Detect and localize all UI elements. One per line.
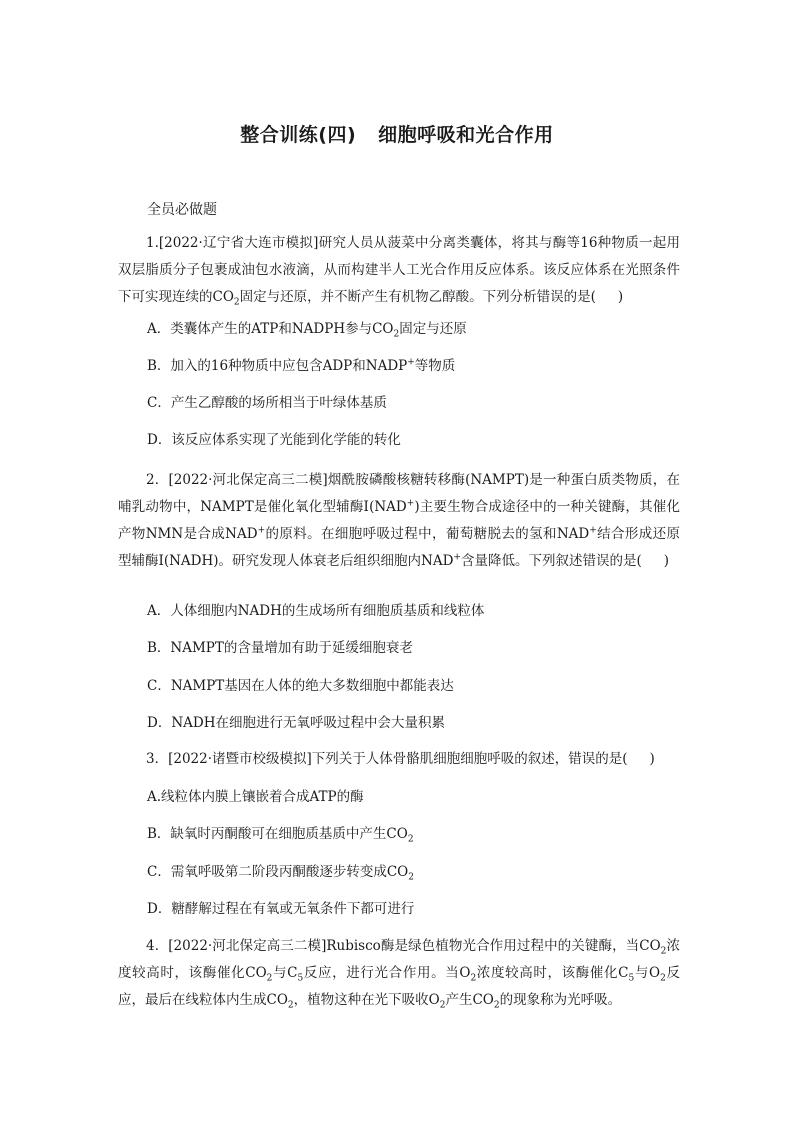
question-1-stem: 1.[2022·辽宁省大连市模拟]研究人员从菠菜中分离类囊体，将其与酶等16种物质一起用双层脂质分子包裹成油包水液滴，从而构建半人工光合作用反应体系。该反应体系在光照条件下可实现连续的$CO_2$固定与还原，并不断产生有机物乙醇酸。下列分析错误的是( )	[118, 235, 680, 308]
question-4-stem: 4．[2022·河北保定高三二模]Rubisco酶是绿色植物光合作用过程中的关键酶，当$CO_2$浓度较高时，该酶催化$CO_2$与$C_5$反应，进行光合作用。当$O_2$浓度较高时，该酶催化$C_5$与$O_2$反应，最后在线粒体内生成$CO_2$，植物这种在光下吸收$O_2$产生$CO_2$的现象称为光呼吸。	[118, 938, 681, 1011]
title-sub: 细胞呼吸和光合作用	[378, 124, 554, 146]
question-2-option-a: A．人体细胞内NADH的生成场所有细胞质基质和线粒体	[147, 603, 485, 619]
section-heading: 全员必做题	[147, 202, 217, 218]
question-2-option-d: D．NADH在细胞进行无氧呼吸过程中会大量积累	[147, 715, 445, 731]
title-main: 整合训练(四)	[240, 124, 357, 146]
question-3-option-d: D．糖酵解过程在有氧或无氧条件下都可进行	[147, 901, 415, 917]
question-3-option-c: C．需氧呼吸第二阶段丙酮酸逐步转变成$CO_2$	[147, 864, 414, 883]
question-2-option-b: B．NAMPT的含量增加有助于延缓细胞衰老	[147, 640, 413, 656]
question-1-option-a: A．类囊体产生的ATP和NADPH参与$CO_2$固定与还原	[147, 321, 467, 340]
question-3-stem: 3．[2022·诸暨市校级模拟]下列关于人体骨骼肌细胞细胞呼吸的叙述，错误的是( )	[146, 751, 655, 767]
question-1-option-b: B．加入的16种物质中应包含ADP和NADP+等物质	[147, 357, 456, 374]
page-title	[0, 120, 794, 147]
question-2-stem: 2．[2022·河北保定高三二模]烟酰胺磷酸核糖转移酶(NAMPT)是一种蛋白质类物质，在哺乳动物中，NAMPT是催化氧化型辅酶Ⅰ(NAD+)主要生物合成途径中的一种关键酶，其催化产物NMN是合成NAD+的原料。在细胞呼吸过程中，葡萄糖脱去的氢和NAD+结合形成还原型辅酶Ⅰ(NADH)。研究发现人体衰老后组织细胞内NAD+含量降低。下列叙述错误的是( )	[118, 472, 681, 569]
question-3-option-b: B．缺氧时丙酮酸可在细胞质基质中产生$CO_2$	[147, 826, 414, 845]
question-1-option-d: D．该反应体系实现了光能到化学能的转化	[147, 432, 401, 448]
question-2-option-c: C．NAMPT基因在人体的绝大多数细胞中都能表达	[147, 678, 454, 694]
question-3-option-a: A.线粒体内膜上镶嵌着合成ATP的酶	[147, 789, 364, 805]
question-1-option-c: C．产生乙醇酸的场所相当于叶绿体基质	[147, 395, 387, 411]
